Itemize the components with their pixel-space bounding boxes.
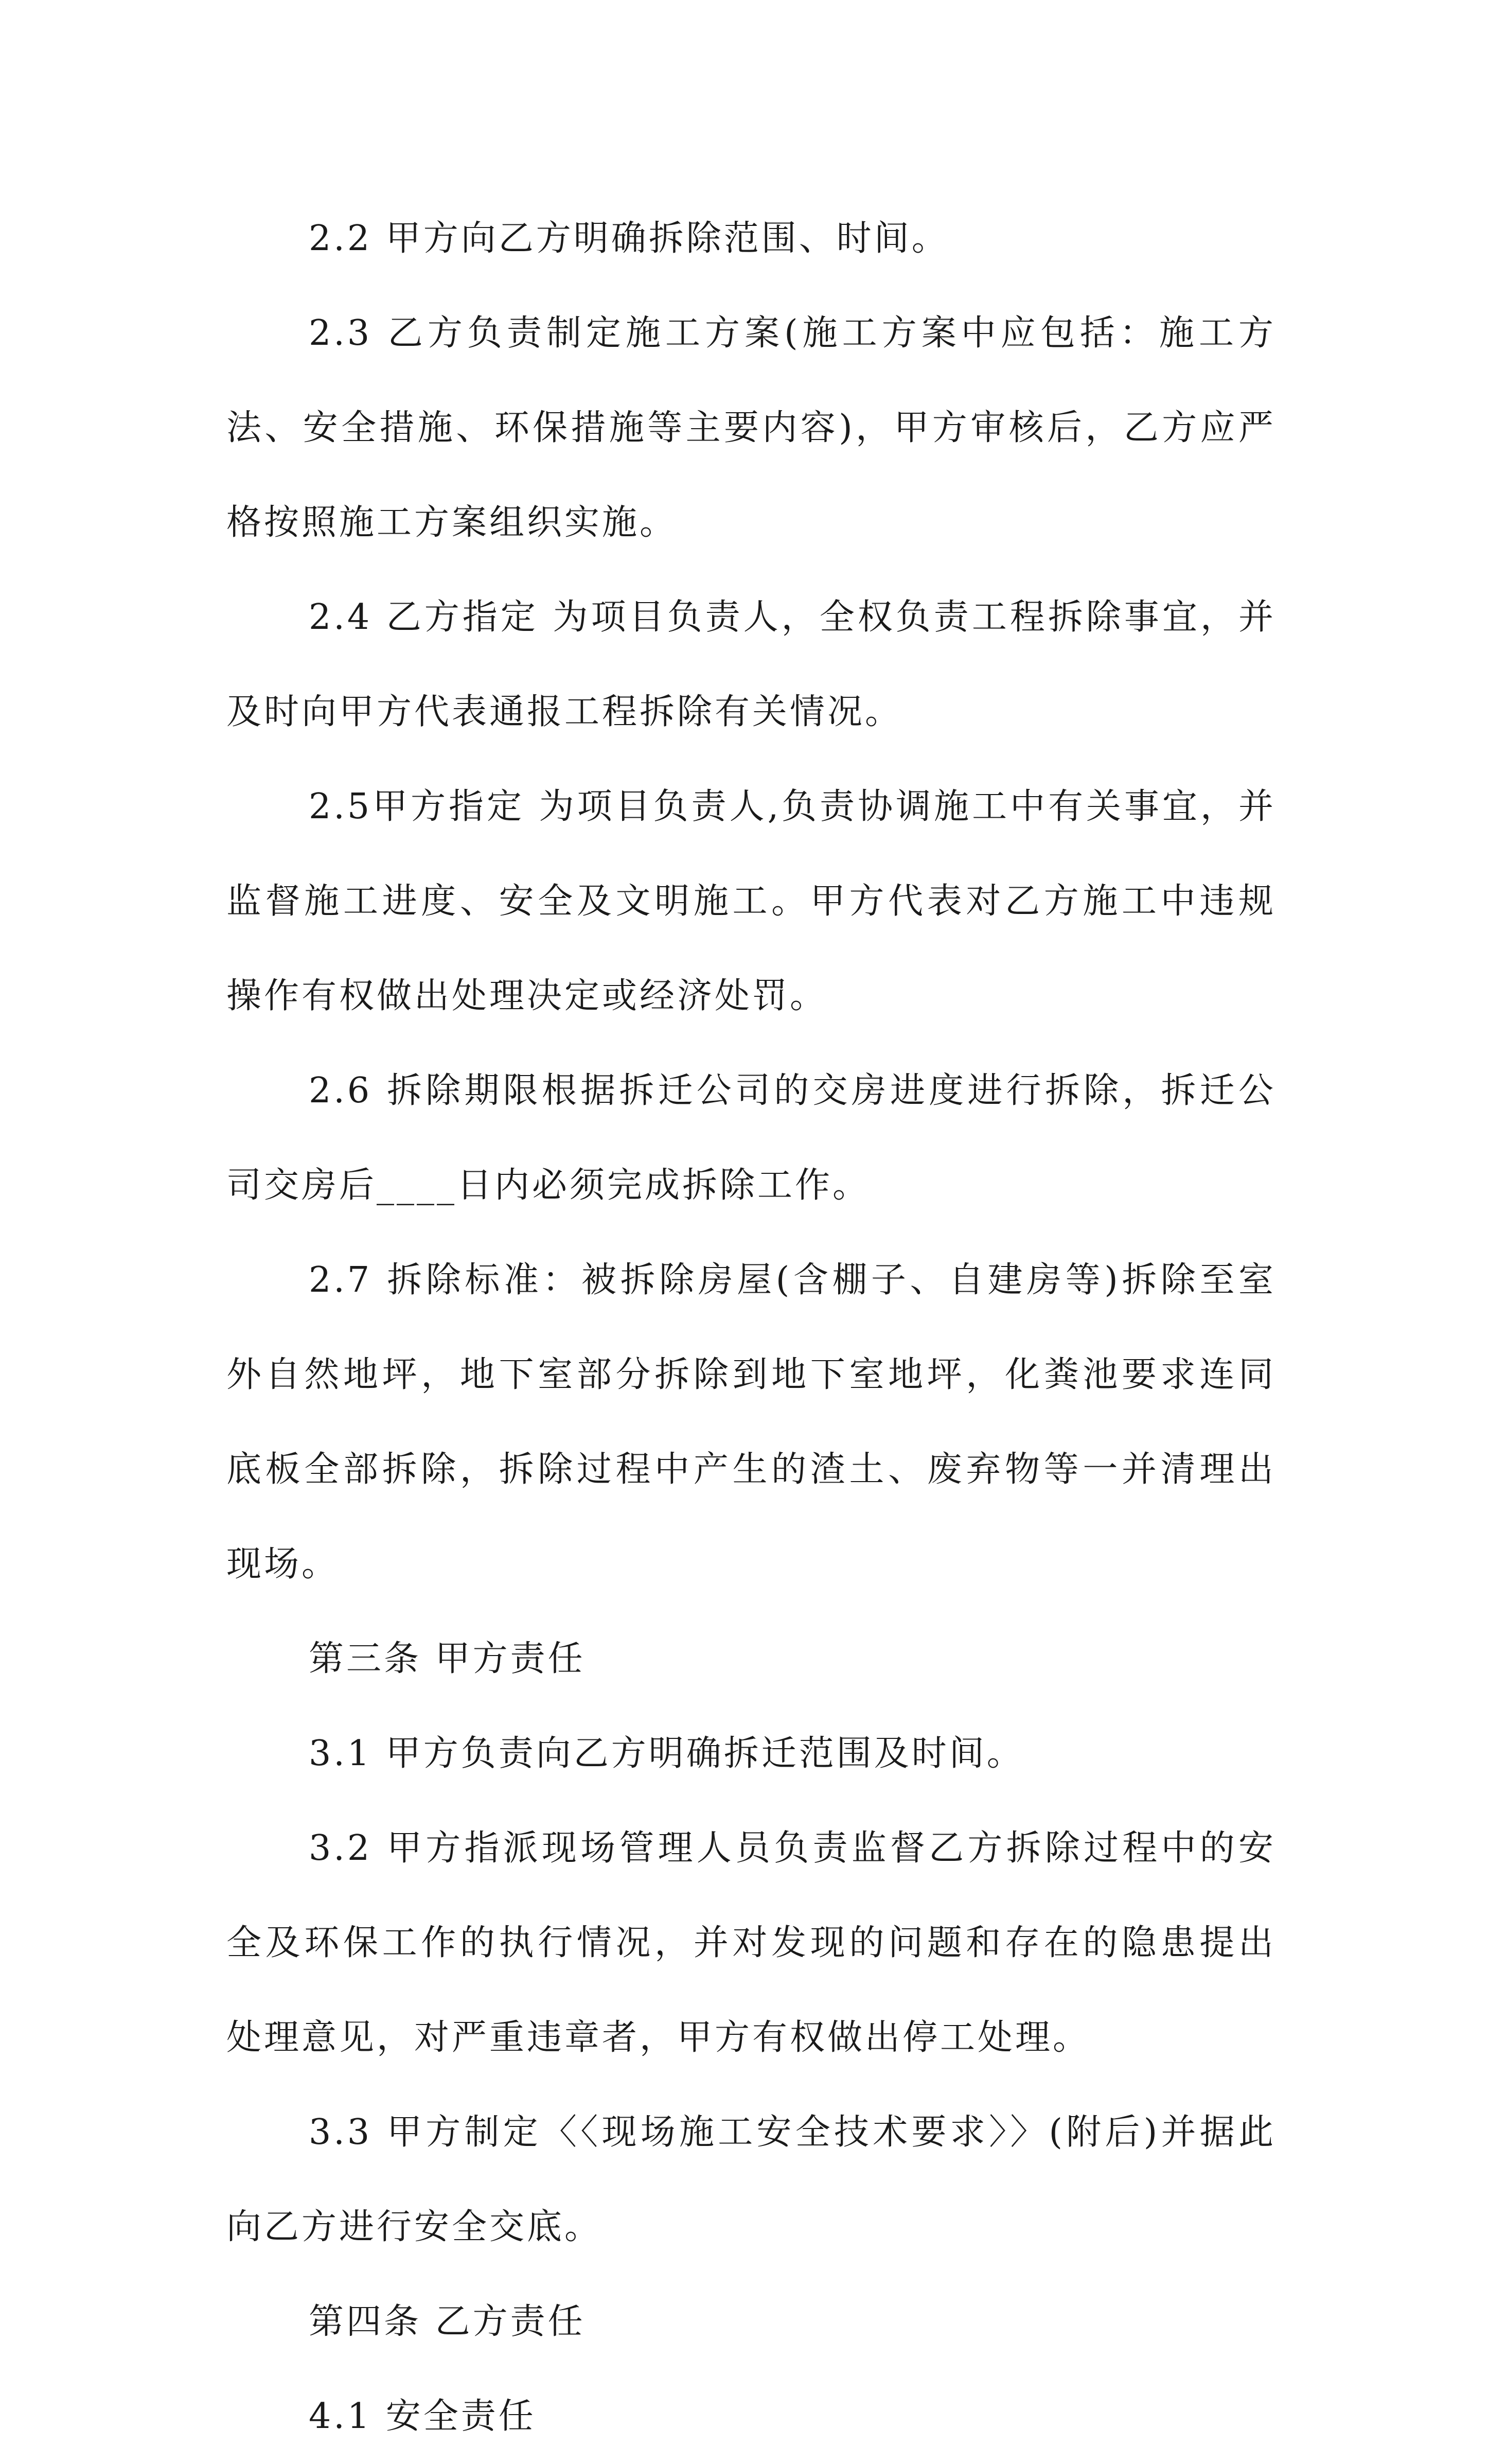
clause-2-5: 2.5甲方指定 为项目负责人,负责协调施工中有关事宜，并监督施工进度、安全及文明施工。甲方代表对乙方施工中违规操作有权做出处理决定或经济处罚。 (226, 786, 1276, 1016)
clause-3-3: 3.3 甲方制定〈〈现场施工安全技术要求〉〉(附后)并据此向乙方进行安全交底。 (226, 2112, 1276, 2247)
clause-2-7: 2.7 拆除标准：被拆除房屋(含棚子、自建房等)拆除至室外自然地坪，地下室部分拆除到地下室地坪，化粪池要求连同底板全部拆除，拆除过程中产生的渣土、废弃物等一并清理出现场。 (226, 1260, 1276, 1585)
clause-2-3: 2.3 乙方负责制定施工方案(施工方案中应包括：施工方法、安全措施、环保措施等主要内容)，甲方审核后，乙方应严格按照施工方案组织实施。 (226, 313, 1276, 543)
clause-4-1: 4.1 安全责任 (309, 2396, 536, 2437)
document-body (226, 191, 1276, 2464)
clause-3-1: 3.1 甲方负责向乙方明确拆迁范围及时间。 (309, 1733, 1024, 1774)
clause-2-4: 2.4 乙方指定 为项目负责人，全权负责工程拆除事宜，并及时向甲方代表通报工程拆除有关情况。 (226, 597, 1276, 732)
clause-2-6: 2.6 拆除期限根据拆迁公司的交房进度进行拆除，拆迁公司交房后____日内必须完成拆除工作。 (226, 1070, 1276, 1206)
article-4-heading: 第四条 乙方责任 (309, 2301, 586, 2342)
clause-2-2: 2.2 甲方向乙方明确拆除范围、时间。 (309, 218, 949, 259)
clause-3-2: 3.2 甲方指派现场管理人员负责监督乙方拆除过程中的安全及环保工作的执行情况，并对发现的问题和存在的隐患提出处理意见，对严重违章者，甲方有权做出停工处理。 (226, 1828, 1276, 2058)
article-3-heading: 第三条 甲方责任 (309, 1639, 586, 1679)
